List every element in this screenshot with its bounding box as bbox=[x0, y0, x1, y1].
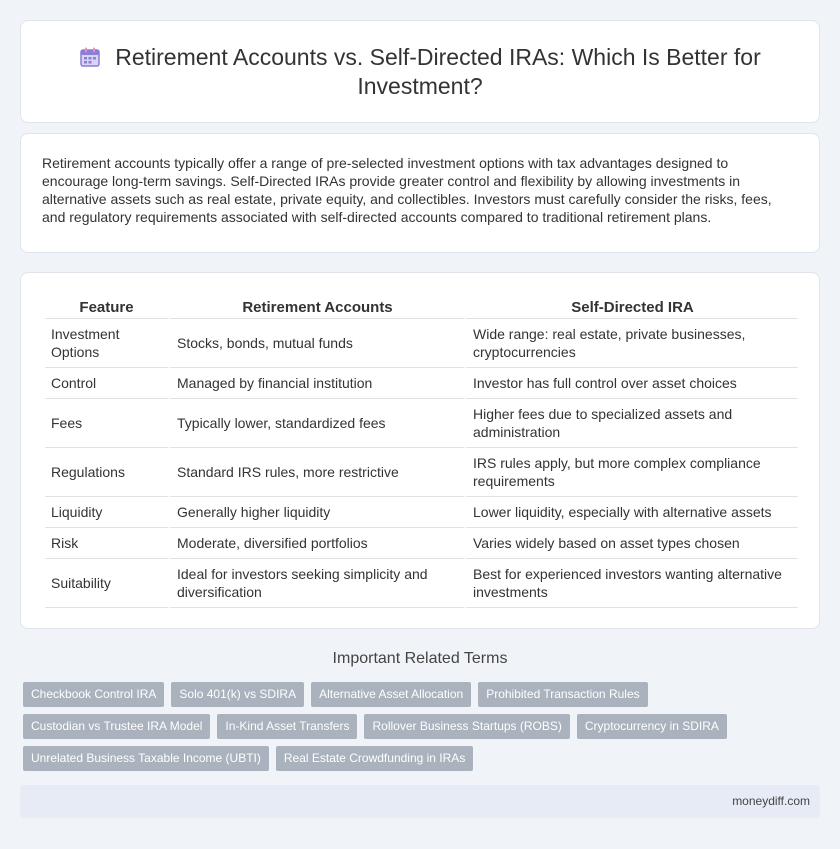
intro-paragraph: Retirement accounts typically offer a range of pre-selected investment options with tax advantages designed to encourage long-term savings. Self-Directed IRAs provide greater control and flexibility by allowing investments in alternative assets such as real estate, private equity, and collectibles. Investors must carefully consider the risks, fees, and regulatory requirements associated with self-directed accounts compared to traditional retirement plans. bbox=[42, 155, 772, 225]
page-title-text: Retirement Accounts vs. Self-Directed IRAs: Which Is Better for Investment? bbox=[115, 44, 761, 99]
calendar-icon bbox=[79, 46, 101, 68]
retirement-cell: Moderate, diversified portfolios bbox=[168, 528, 464, 559]
table-row bbox=[45, 559, 798, 608]
feature-cell: Risk bbox=[45, 528, 168, 559]
related-term-chip[interactable]: Prohibited Transaction Rules bbox=[478, 682, 647, 707]
related-terms-title: Important Related Terms bbox=[332, 650, 508, 667]
page-title bbox=[61, 43, 779, 101]
related-term-chip[interactable]: In-Kind Asset Transfers bbox=[217, 714, 357, 739]
comparison-card bbox=[20, 272, 820, 629]
related-term-chip[interactable]: Custodian vs Trustee IRA Model bbox=[23, 714, 210, 739]
feature-cell: Liquidity bbox=[45, 497, 168, 528]
header-self-directed-ira: Self-Directed IRA bbox=[464, 295, 798, 319]
table-row bbox=[45, 497, 798, 528]
table-row bbox=[45, 528, 798, 559]
retirement-cell: Standard IRS rules, more restrictive bbox=[168, 448, 464, 497]
sdira-cell: Investor has full control over asset choices bbox=[464, 368, 798, 399]
retirement-cell: Stocks, bonds, mutual funds bbox=[168, 319, 464, 368]
table-row bbox=[45, 368, 798, 399]
related-term-chip[interactable]: Checkbook Control IRA bbox=[23, 682, 164, 707]
header-retirement-accounts: Retirement Accounts bbox=[168, 295, 464, 319]
feature-cell: Suitability bbox=[45, 559, 168, 608]
sdira-cell: IRS rules apply, but more complex compliance requirements bbox=[464, 448, 798, 497]
table-row bbox=[45, 448, 798, 497]
header-card bbox=[20, 20, 820, 123]
sdira-cell: Varies widely based on asset types chosen bbox=[464, 528, 798, 559]
related-term-chip[interactable]: Real Estate Crowdfunding in IRAs bbox=[276, 746, 473, 771]
sdira-cell: Higher fees due to specialized assets and administration bbox=[464, 399, 798, 448]
sdira-cell: Wide range: real estate, private businesses, cryptocurrencies bbox=[464, 319, 798, 368]
feature-cell: Regulations bbox=[45, 448, 168, 497]
table-row bbox=[45, 399, 798, 448]
sdira-cell: Best for experienced investors wanting alternative investments bbox=[464, 559, 798, 608]
related-term-chip[interactable]: Alternative Asset Allocation bbox=[311, 682, 471, 707]
feature-cell: Investment Options bbox=[45, 319, 168, 368]
retirement-cell: Typically lower, standardized fees bbox=[168, 399, 464, 448]
related-term-chip[interactable]: Rollover Business Startups (ROBS) bbox=[364, 714, 569, 739]
retirement-cell: Generally higher liquidity bbox=[168, 497, 464, 528]
feature-cell: Control bbox=[45, 368, 168, 399]
header-feature: Feature bbox=[45, 295, 168, 319]
intro-card bbox=[20, 133, 820, 253]
related-term-chip[interactable]: Unrelated Business Taxable Income (UBTI) bbox=[23, 746, 269, 771]
footer-bar bbox=[20, 785, 820, 818]
table-row bbox=[45, 319, 798, 368]
table-header-row bbox=[45, 295, 798, 319]
feature-cell: Fees bbox=[45, 399, 168, 448]
related-term-chip[interactable]: Solo 401(k) vs SDIRA bbox=[171, 682, 304, 707]
related-terms-list bbox=[23, 682, 743, 778]
comparison-table bbox=[45, 295, 798, 608]
sdira-cell: Lower liquidity, especially with alternative assets bbox=[464, 497, 798, 528]
related-term-chip[interactable]: Cryptocurrency in SDIRA bbox=[577, 714, 727, 739]
retirement-cell: Managed by financial institution bbox=[168, 368, 464, 399]
footer-site-link[interactable]: moneydiff.com bbox=[732, 794, 810, 808]
retirement-cell: Ideal for investors seeking simplicity and diversification bbox=[168, 559, 464, 608]
